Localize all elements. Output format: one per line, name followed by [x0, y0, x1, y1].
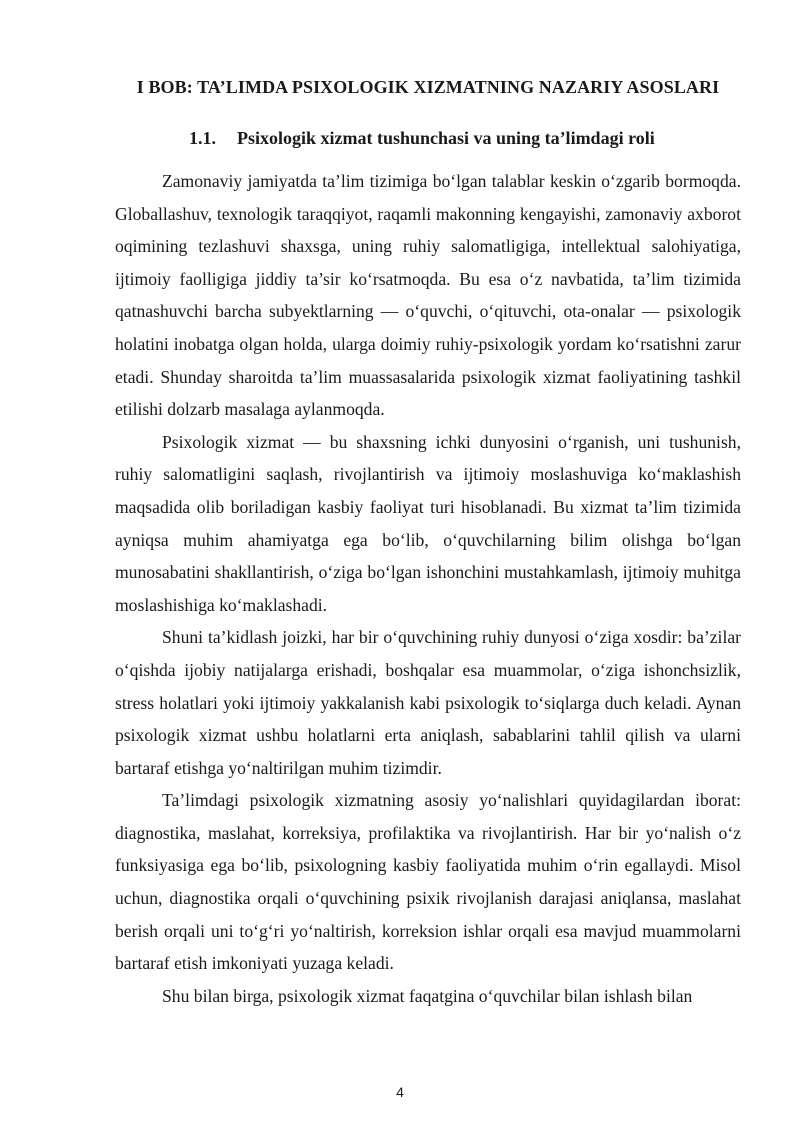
- document-page: [115, 60, 741, 1012]
- chapter-title: I BOB: TA’LIMDA PSIXOLOGIK XIZMATNING NAZARIY ASOSLARI: [136, 77, 720, 97]
- paragraph: Ta’limdagi psixologik xizmatning asosiy yo‘nalishlari quyidagilardan iborat: diagnostika, maslahat, korreksiya, profilaktika va rivojlantirish. Har bir yo‘nalish o‘z funksiyasiga ega bo‘lib, psixologning kasbiy faoliyatida muhim o‘rin egallaydi. Misol uchun, diagnostika orqali o‘quvchining psixik rivojlanish darajasi aniqlansa, maslahat berish orqali uni to‘g‘ri yo‘naltirish, korreksion ishlar orqali esa mavjud muammolarni bartaraf etish imkoniyati yuzaga keladi.: [115, 790, 741, 974]
- paragraph: Shuni ta’kidlash joizki, har bir o‘quvchining ruhiy dunyosi o‘ziga xosdir: ba’zilar o‘qishda ijobiy natijalarga erishadi, boshqalar esa muammolar, o‘ziga ishonchsizlik, stress holatlari yoki ijtimoiy yakkalanish kabi psixologik to‘siqlarga duch keladi. Aynan psixologik xizmat ushbu holatlarni erta aniqlash, sabablarini tahlil qilish va ularni bartaraf etishga yo‘naltirilgan muhim tizimdir.: [115, 627, 741, 778]
- paragraph: Psixologik xizmat — bu shaxsning ichki dunyosini o‘rganish, uni tushunish, ruhiy salomatligini saqlash, rivojlantirish va ijtimoiy moslashuviga ko‘maklashish maqsadida olib boriladigan kasbiy faoliyat turi hisoblanadi. Bu xizmat ta’lim tizimida ayniqsa muhim ahamiyatga ega bo‘lib, o‘quvchilarning bilim olishga bo‘lgan munosabatini shakllantirish, o‘ziga bo‘lgan ishonchini mustahkamlash, ijtimoiy muhitga moslashishiga ko‘maklashadi.: [115, 431, 741, 615]
- paragraph: Shu bilan birga, psixologik xizmat faqatgina o‘quvchilar bilan ishlash bilan: [162, 985, 693, 1006]
- section-heading: [115, 125, 741, 151]
- page-number: 4: [396, 1084, 404, 1100]
- section-title: Psixologik xizmat tushunchasi va uning ta’limdagi roli: [237, 128, 655, 148]
- body-text: [115, 165, 741, 1012]
- section-number: 1.1.: [189, 128, 216, 148]
- paragraph: Zamonaviy jamiyatda ta’lim tizimiga bo‘lgan talablar keskin o‘zgarib bormoqda. Globallashuv, texnologik taraqqiyot, raqamli makonning kengayishi, zamonaviy axborot oqimining tezlashuvi shaxsga, uning ruhiy salomatligiga, intellektual salohiyatiga, ijtimoiy faolligiga jiddiy ta’sir ko‘rsatmoqda. Bu esa o‘z navbatida, ta’lim tizimida qatnashuvchi barcha subyektlarning — o‘quvchi, o‘qituvchi, ota-onalar — psixologik holatini inobatga olgan holda, ularga doimiy ruhiy-psixologik yordam ko‘rsatishni zarur etadi. Shunday sharoitda ta’lim muassasalarida psixologik xizmat faoliyatining tashkil etilishi dolzarb masalaga aylanmoqda.: [115, 171, 741, 420]
